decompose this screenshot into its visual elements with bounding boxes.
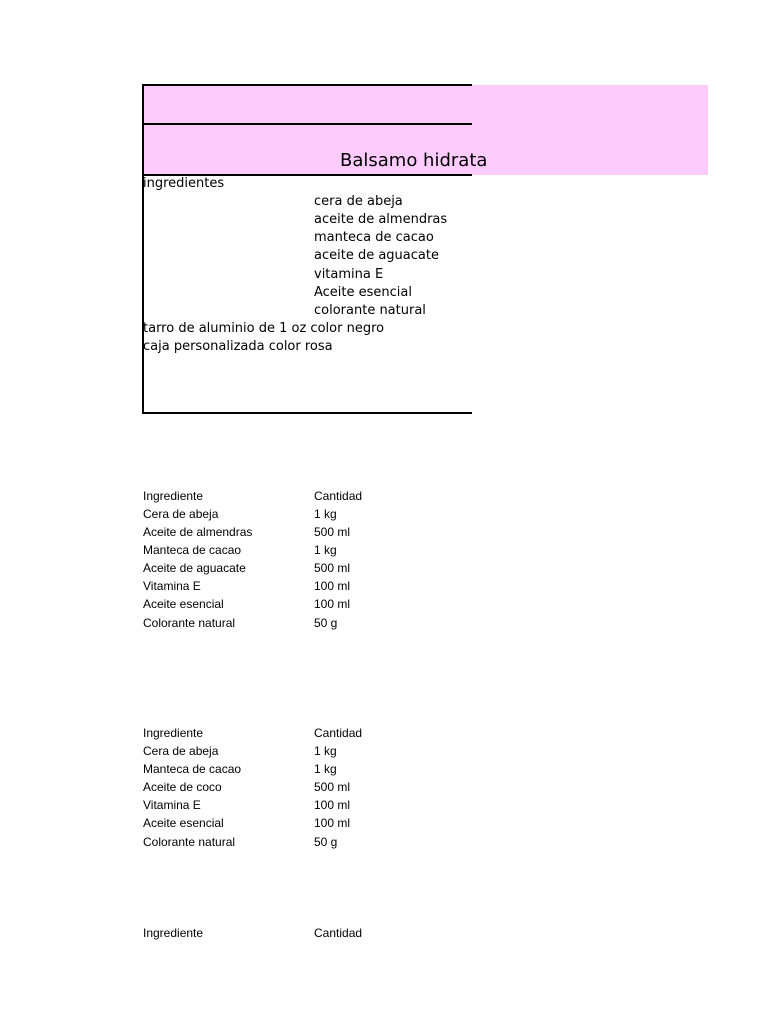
table1-cell-ingredient: Colorante natural <box>143 616 236 630</box>
table2-cell-quantity: 100 ml <box>314 816 351 830</box>
table2-cell-ingredient: Aceite de coco <box>143 780 222 794</box>
table2-cell-quantity: 1 kg <box>314 744 337 758</box>
table1-cell-quantity: 1 kg <box>314 507 337 521</box>
title-cell[interactable] <box>143 145 488 175</box>
table2-cell-quantity: 500 ml <box>314 780 351 794</box>
table1-header-quantity: Cantidad <box>314 489 363 503</box>
box-ingredient: Aceite esencial <box>314 285 412 300</box>
table1-header-ingredient: Ingrediente <box>143 489 204 503</box>
table2-cell-ingredient: Manteca de cacao <box>143 762 242 776</box>
table1-cell-quantity: 100 ml <box>314 579 351 593</box>
table1-cell-ingredient: Aceite de aguacate <box>143 561 246 575</box>
table3-header-quantity: Cantidad <box>314 926 363 940</box>
table1-cell-quantity: 1 kg <box>314 543 337 557</box>
table3-header-ingredient: Ingrediente <box>143 926 204 940</box>
table1-cell-quantity: 500 ml <box>314 561 351 575</box>
table1-cell-quantity: 100 ml <box>314 597 351 611</box>
box-ingredient: vitamina E <box>314 267 384 282</box>
table2-cell-quantity: 100 ml <box>314 798 351 812</box>
table1-cell-ingredient: Aceite esencial <box>143 597 224 611</box>
box-border-bottom <box>142 412 472 414</box>
table2-cell-quantity: 1 kg <box>314 762 337 776</box>
table1-cell-ingredient: Aceite de almendras <box>143 525 253 539</box>
table2-header-ingredient: Ingrediente <box>143 726 204 740</box>
box-ingredient: cera de abeja <box>314 194 403 209</box>
box-ingredient: manteca de cacao <box>314 230 434 245</box>
box-border-middle <box>142 123 472 125</box>
table2-cell-ingredient: Vitamina E <box>143 798 201 812</box>
box-ingredient: aceite de almendras <box>314 212 448 227</box>
product-title: Balsamo hidrata <box>340 150 488 171</box>
table1-cell-ingredient: Cera de abeja <box>143 507 219 521</box>
box-ingredient: aceite de aguacate <box>314 248 439 263</box>
packaging-item: caja personalizada color rosa <box>143 339 333 354</box>
table1-cell-ingredient: Manteca de cacao <box>143 543 242 557</box>
packaging-item: tarro de aluminio de 1 oz color negro <box>143 321 385 336</box>
box-border-left <box>142 84 144 414</box>
table2-cell-ingredient: Colorante natural <box>143 835 236 849</box>
table1-cell-ingredient: Vitamina E <box>143 579 201 593</box>
table1-cell-quantity: 500 ml <box>314 525 351 539</box>
table2-cell-quantity: 50 g <box>314 835 338 849</box>
ingredients-label: ingredientes <box>143 176 225 191</box>
table2-cell-ingredient: Aceite esencial <box>143 816 224 830</box>
table1-cell-quantity: 50 g <box>314 616 338 630</box>
box-border-top <box>142 84 472 86</box>
box-ingredient: colorante natural <box>314 303 426 318</box>
table2-cell-ingredient: Cera de abeja <box>143 744 219 758</box>
table2-header-quantity: Cantidad <box>314 726 363 740</box>
